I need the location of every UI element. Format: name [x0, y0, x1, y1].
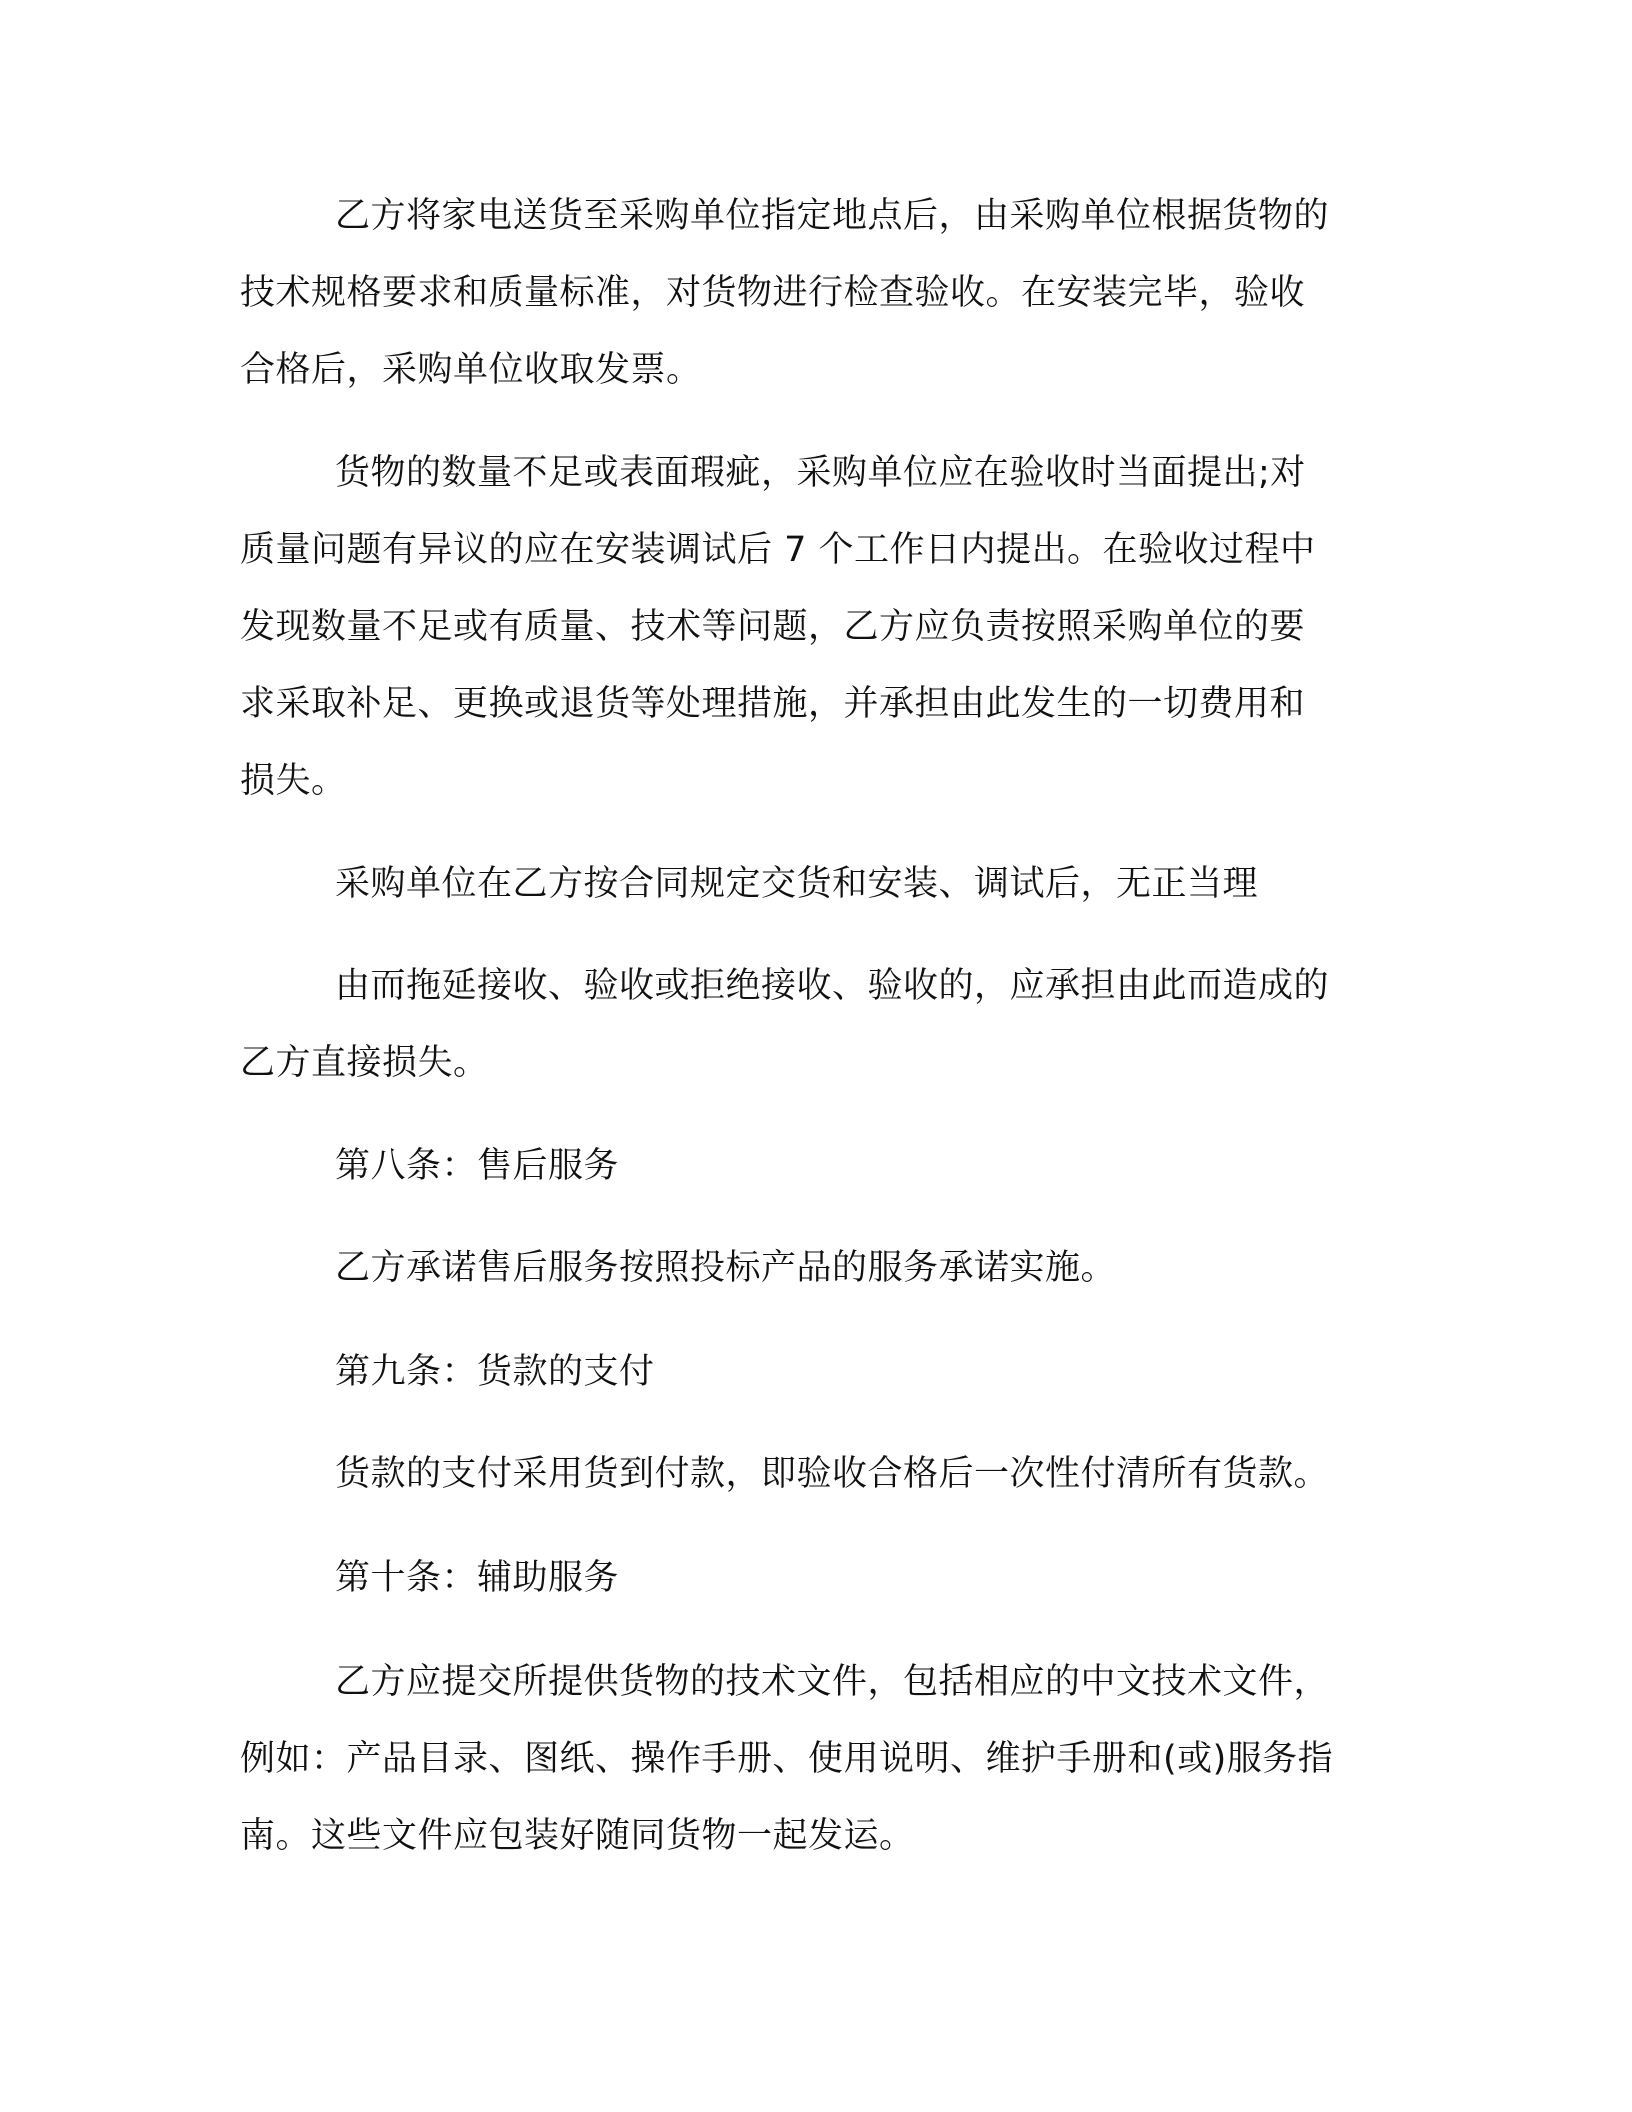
- text-line: 合格后，采购单位收取发票。: [240, 350, 702, 390]
- text-line: 乙方承诺售后服务按照投标产品的服务承诺实施。: [335, 1248, 1117, 1288]
- paragraph-payment: [240, 1436, 1380, 1513]
- text-line: 技术规格要求和质量标准，对货物进行检查验收。在安装完毕，验收: [240, 273, 1306, 313]
- text-line: 货款的支付采用货到付款，即验收合格后一次性付清所有货款。: [335, 1454, 1330, 1494]
- paragraph-defects: [240, 435, 1380, 820]
- text-line: 损失。: [240, 761, 347, 801]
- text-line: 南。这些文件应包装好随同货物一起发运。: [240, 1816, 915, 1856]
- text-line: 第十条：辅助服务: [335, 1558, 620, 1598]
- paragraph-after-sales: [240, 1230, 1380, 1307]
- heading-article-10: [240, 1540, 1380, 1617]
- paragraph-purchaser-delay-2: [240, 948, 1380, 1102]
- text-line: 采购单位在乙方按合同规定交货和安装、调试后，无正当理: [335, 864, 1259, 904]
- text-line: 发现数量不足或有质量、技术等问题，乙方应负责按照采购单位的要: [240, 607, 1306, 647]
- text-line: 由而拖延接收、验收或拒绝接收、验收的，应承担由此而造成的: [335, 966, 1330, 1006]
- heading-article-8: [240, 1128, 1380, 1205]
- text-line: 第九条：货款的支付: [335, 1352, 655, 1392]
- text-line: 乙方应提交所提供货物的技术文件，包括相应的中文技术文件，: [335, 1662, 1330, 1702]
- text-line: 质量问题有异议的应在安装调试后 7 个工作日内提出。在验收过程中: [240, 530, 1316, 570]
- text-line: 第八条：售后服务: [335, 1146, 620, 1186]
- paragraph-acceptance: [240, 178, 1380, 409]
- heading-article-9: [240, 1334, 1380, 1411]
- paragraph-documents: [240, 1644, 1380, 1875]
- text-line: 例如：产品目录、图纸、操作手册、使用说明、维护手册和(或)服务指: [240, 1739, 1334, 1779]
- text-line: 货物的数量不足或表面瑕疵，采购单位应在验收时当面提出;对: [335, 453, 1306, 493]
- text-line: 乙方直接损失。: [240, 1043, 489, 1083]
- text-line: 乙方将家电送货至采购单位指定地点后，由采购单位根据货物的: [335, 196, 1330, 236]
- paragraph-purchaser-delay-1: [240, 846, 1380, 923]
- text-line: 求采取补足、更换或退货等处理措施，并承担由此发生的一切费用和: [240, 684, 1306, 724]
